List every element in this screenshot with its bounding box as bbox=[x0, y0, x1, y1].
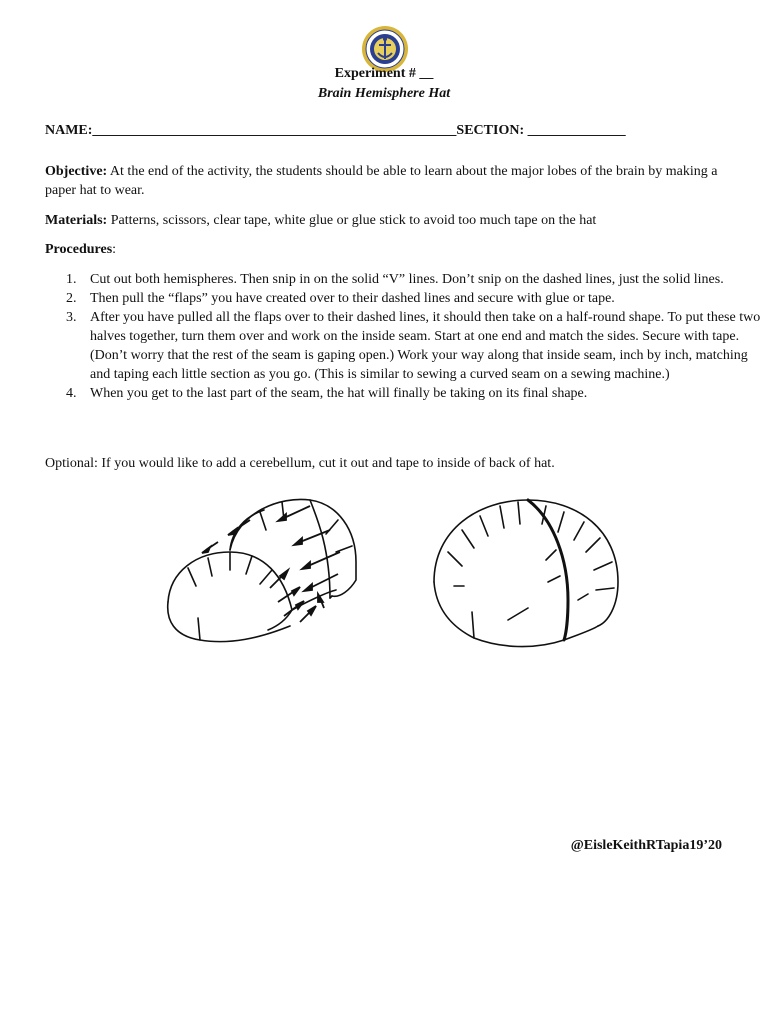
step-number: 1. bbox=[66, 272, 77, 287]
name-section-line: NAME:____________________________________________________SECTION: ______________ bbox=[45, 123, 626, 138]
finished-hat-illustration bbox=[428, 490, 624, 655]
objective-label: Objective: bbox=[45, 164, 108, 179]
step-text: Cut out both hemispheres. Then snip in on the solid “V” lines. Don’t snip on the dashed lines, just the solid lines. bbox=[90, 272, 724, 287]
procedure-steps-list bbox=[45, 270, 762, 403]
list-item bbox=[66, 289, 762, 308]
procedures-label: Procedures bbox=[45, 242, 113, 257]
author-credit: @EisleKeithRTapia19’20 bbox=[570, 838, 722, 853]
materials-text: Patterns, scissors, clear tape, white glue or glue stick to avoid too much tape on the hat bbox=[107, 213, 597, 228]
step-number: 4. bbox=[66, 386, 77, 401]
hat-assembly-illustration bbox=[160, 490, 366, 655]
list-item bbox=[66, 384, 762, 403]
step-text: After you have pulled all the flaps over to their dashed lines, it should then take on a half-round shape. To put these two halves together, turn them over and work on the inside seam. Start at one end and match the sides. Secure with tape. (Don’t worry that the rest of the seam is gaping open.) Work your way along that inside seam, inch by inch, matching and taping each little section as you go. (This is similar to sewing a curved seam on a sewing machine.) bbox=[90, 310, 761, 382]
page-title: Brain Hemisphere Hat bbox=[317, 86, 451, 101]
step-text: When you get to the last part of the seam, the hat will finally be taking on its final shape. bbox=[90, 386, 588, 401]
list-item bbox=[66, 270, 762, 289]
step-text: Then pull the “flaps” you have created over to their dashed lines and secure with glue or tape. bbox=[90, 291, 615, 306]
step-number: 2. bbox=[66, 291, 77, 306]
materials-label: Materials: bbox=[45, 213, 108, 228]
objective-text: At the end of the activity, the students should be able to learn about the major lobes of the brain by making a paper hat to wear. bbox=[45, 164, 718, 198]
procedures-colon: : bbox=[112, 242, 117, 257]
step-number: 3. bbox=[66, 310, 77, 325]
materials-paragraph bbox=[45, 211, 725, 230]
experiment-number: Experiment # __ bbox=[334, 66, 434, 81]
procedures-heading bbox=[45, 240, 725, 259]
objective-paragraph bbox=[45, 162, 725, 200]
optional-note: Optional: If you would like to add a cerebellum, cut it out and tape to inside of back of hat. bbox=[45, 456, 555, 471]
list-item bbox=[66, 308, 762, 384]
